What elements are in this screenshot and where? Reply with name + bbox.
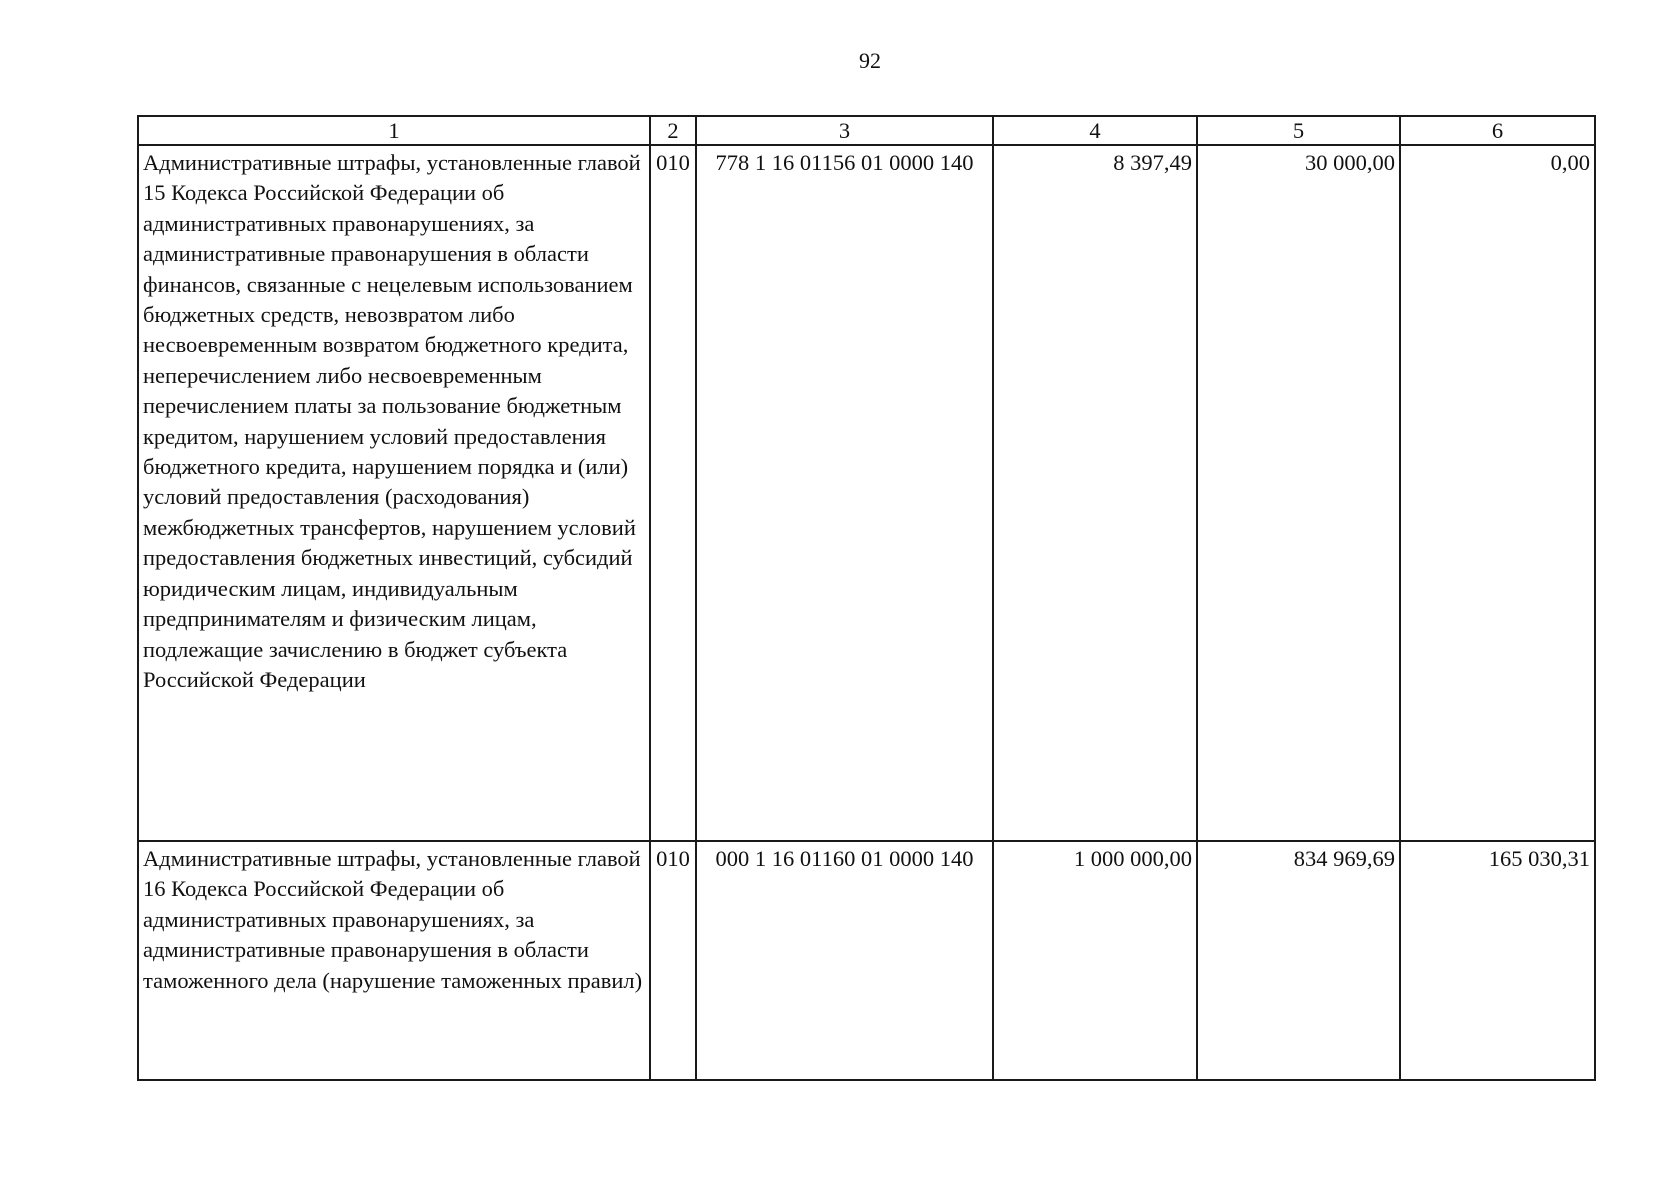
header-col-2: 2 [650, 116, 696, 145]
row-col4-value: 8 397,49 [993, 145, 1197, 841]
row-col6-value: 165 030,31 [1400, 841, 1595, 1080]
table-header-row [138, 116, 1595, 145]
header-col-3: 3 [696, 116, 993, 145]
row-col5-value: 30 000,00 [1197, 145, 1400, 841]
row-kbk-code: 000 1 16 01160 01 0000 140 [696, 841, 993, 1080]
header-col-6: 6 [1400, 116, 1595, 145]
row-kbk-code: 778 1 16 01156 01 0000 140 [696, 145, 993, 841]
row-line-code: 010 [650, 145, 696, 841]
row-col4-value: 1 000 000,00 [993, 841, 1197, 1080]
row-line-code: 010 [650, 841, 696, 1080]
row-description: Административные штрафы, установленные главой 15 Кодекса Российской Федерации об административных правонарушениях, за административные правонарушения в области финансов, связанные с нецелевым использованием бюджетных средств, невозвратом либо несвоевременным возвратом бюджетного кредита, неперечислением либо несвоевременным перечислением платы за пользование бюджетным кредитом, нарушением условий предоставления бюджетного кредита, нарушением порядка и (или) условий предоставления (расходования) межбюджетных трансфертов, нарушением условий предоставления бюджетных инвестиций, субсидий юридическим лицам, индивидуальным предпринимателям и физическим лицам, подлежащие зачислению в бюджет субъекта Российской Федерации [138, 145, 650, 841]
budget-table [137, 115, 1596, 1081]
header-col-4: 4 [993, 116, 1197, 145]
header-col-1: 1 [138, 116, 650, 145]
row-col6-value: 0,00 [1400, 145, 1595, 841]
page-number: 92 [859, 48, 881, 73]
row-col5-value: 834 969,69 [1197, 841, 1400, 1080]
table-row [138, 145, 1595, 841]
table-row [138, 841, 1595, 1080]
row-description: Административные штрафы, установленные главой 16 Кодекса Российской Федерации об административных правонарушениях, за административные правонарушения в области таможенного дела (нарушение таможенных правил) [138, 841, 650, 1080]
header-col-5: 5 [1197, 116, 1400, 145]
